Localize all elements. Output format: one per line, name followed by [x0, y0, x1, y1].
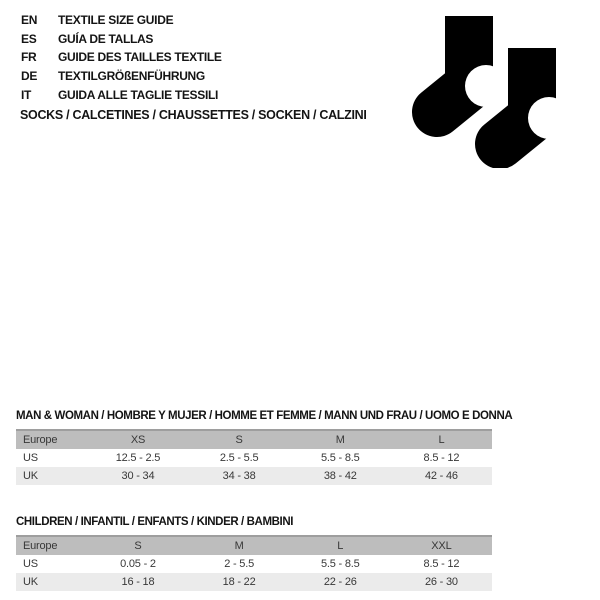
size-cell: 2.5 - 5.5 [219, 452, 259, 464]
region-label: UK [23, 576, 38, 588]
language-row [21, 30, 222, 49]
table-header-row [16, 536, 492, 555]
language-row [21, 48, 222, 67]
language-row [21, 11, 222, 30]
man-woman-size-section [16, 409, 513, 485]
language-label: TEXTILE SIZE GUIDE [58, 13, 174, 28]
language-code: DE [21, 69, 38, 84]
children-size-table [16, 535, 492, 591]
size-cell: 12.5 - 2.5 [115, 452, 161, 464]
language-code: IT [21, 87, 32, 102]
socks-icon [412, 16, 572, 168]
language-label: TEXTILGRÖßENFÜHRUNG [58, 69, 205, 84]
column-header-size: XXL [431, 540, 452, 552]
region-label: UK [23, 470, 38, 482]
language-label: GUÍA DE TALLAS [58, 31, 154, 46]
region-label: US [23, 558, 38, 570]
column-header-size: L [438, 434, 445, 446]
table-row-us [16, 555, 492, 573]
size-cell: 5.5 - 8.5 [320, 452, 360, 464]
children-size-section [16, 515, 492, 591]
column-header-region: Europe [23, 540, 58, 552]
sock-back [437, 16, 507, 112]
man-woman-size-table [16, 429, 492, 485]
region-label: US [23, 452, 38, 464]
size-cell: 38 - 42 [323, 470, 357, 482]
size-cell: 5.5 - 8.5 [320, 558, 360, 570]
sock-front [500, 48, 570, 144]
size-cell: 18 - 22 [222, 576, 256, 588]
column-header-size: M [234, 540, 244, 552]
language-code: FR [21, 50, 37, 65]
column-header-size: S [134, 540, 142, 552]
table-row-uk [16, 467, 492, 485]
size-cell: 8.5 - 12 [423, 558, 460, 570]
table-title: MAN & WOMAN / HOMBRE Y MUJER / HOMME ET FEMME / MANN UND FRAU / UOMO E DONNA [16, 410, 513, 422]
language-code: ES [21, 31, 37, 46]
table-header-row [16, 430, 492, 449]
column-header-size: XS [130, 434, 146, 446]
size-cell: 30 - 34 [121, 470, 155, 482]
size-cell: 16 - 18 [121, 576, 155, 588]
size-cell: 2 - 5.5 [224, 558, 254, 570]
column-header-size: M [335, 434, 345, 446]
language-row [21, 67, 222, 86]
language-code: EN [21, 13, 38, 28]
language-list [21, 11, 222, 104]
product-category-title: SOCKS / CALCETINES / CHAUSSETTES / SOCKEN / CALZINI [20, 108, 367, 122]
table-title: CHILDREN / INFANTIL / ENFANTS / KINDER / BAMBINI [16, 516, 294, 528]
size-cell: 22 - 26 [323, 576, 357, 588]
size-cell: 34 - 38 [222, 470, 256, 482]
size-cell: 26 - 30 [424, 576, 458, 588]
size-cell: 42 - 46 [424, 470, 458, 482]
column-header-region: Europe [23, 434, 58, 446]
language-label: GUIDE DES TAILLES TEXTILE [58, 50, 222, 65]
language-label: GUIDA ALLE TAGLIE TESSILI [58, 87, 219, 102]
size-cell: 0.05 - 2 [120, 558, 156, 570]
table-row-us [16, 449, 492, 467]
column-header-size: S [235, 434, 243, 446]
table-row-uk [16, 573, 492, 591]
language-row [21, 85, 222, 104]
size-cell: 8.5 - 12 [423, 452, 460, 464]
column-header-size: L [337, 540, 344, 552]
